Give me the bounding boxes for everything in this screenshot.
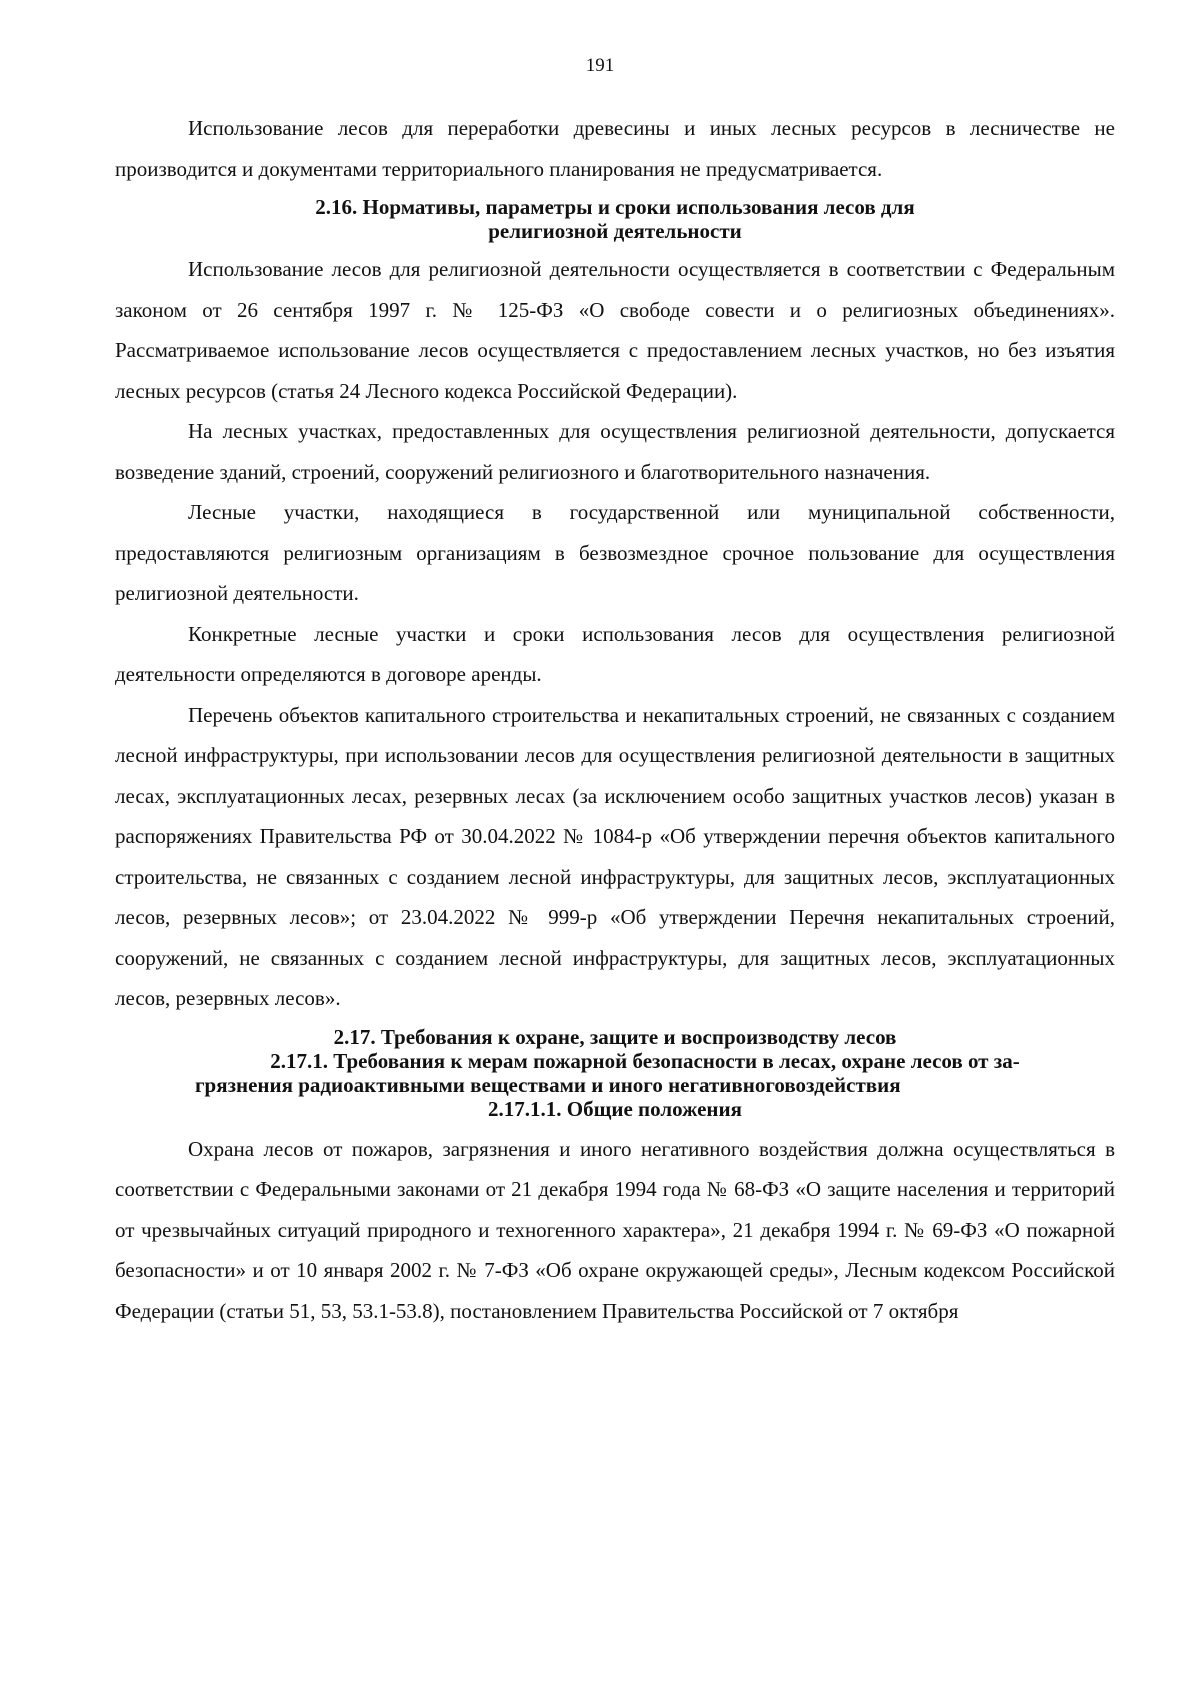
paragraph-buildings: На лесных участках, предоставленных для осуществления религиозной деятельности, допускается возведение зданий, строений, сооружений религиозного и благотворительного назначения. (115, 419, 1115, 484)
paragraph-processing: Использование лесов для переработки древесины и иных лесных ресурсов в лесничестве не производится и документами территориального планирования не предусматривается. (115, 116, 1115, 181)
page-content (115, 108, 1115, 1331)
paragraph-fire-protection: Охрана лесов от пожаров, загрязнения и иного негативного воздействия должна осуществляться в соответствии с Федеральными законами от 21 декабря 1994 года № 68-ФЗ «О защите населения и территорий от чрезвычайных ситуаций природного и техногенного характера», 21 декабря 1994 г. № 69-ФЗ «О пожарной безопасности» и от 10 января 2002 г. № 7-ФЗ «Об охране окружающей среды», Лесным кодексом Российской Федерации (статьи 51, 53, 53.1-53.8), постановлением Правительства Российской от 7 октября (115, 1136, 1115, 1323)
page-number: 191 (585, 55, 615, 76)
heading-2-17-1 (115, 1049, 1115, 1097)
paragraph-lease-terms: Конкретные лесные участки и сроки использования лесов для осуществления религиозной деятельности определяются в договоре аренды. (115, 621, 1115, 686)
heading-2-17-1-1: 2.17.1.1. Общие положения (488, 1096, 742, 1121)
heading-2-17: 2.17. Требования к охране, защите и воспроизводству лесов (333, 1024, 897, 1049)
heading-2-16 (115, 195, 1115, 243)
paragraph-objects-list: Перечень объектов капитального строительства и некапитальных строений, не связанных с созданием лесной инфраструктуры, при использовании лесов для осуществления религиозной деятельности в защитных лесах, эксплуатационных лесах, резервных лесах (за исключением особо защитных участков лесов) указан в распоряжениях Правительства РФ от 30.04.2022 № 1084-р «Об утверждении перечня объектов капитального строительства, не связанных с созданием лесной инфраструктуры, для защитных лесов, эксплуатационных лесов, резервных лесов»; от 23.04.2022 № 999-р «Об утверждении Перечня некапитальных строений, сооружений, не связанных с созданием лесной инфраструктуры, для защитных лесов, эксплуатационных лесов, резервных лесов». (115, 702, 1115, 1010)
paragraph-religious-law: Использование лесов для религиозной деятельности осуществляется в соответствии с Федеральным законом от 26 сентября 1997 г. № 125-ФЗ «О свободе совести и о религиозных объединениях». Рассматриваемое использование лесов осуществляется с предоставлением лесных участков, но без изъятия лесных ресурсов (статья 24 Лесного кодекса Российской Федерации). (115, 257, 1115, 403)
heading-2-17-1-line1: 2.17.1. Требования к мерам пожарной безопасности в лесах, охране лесов от за- (270, 1048, 1020, 1073)
heading-2-17-1-line2: грязнения радиоактивными веществами и иного негативноговоздействия (195, 1072, 901, 1097)
heading-2-16-line1: 2.16. Нормативы, параметры и сроки использования лесов для (315, 195, 915, 219)
heading-2-16-line2: религиозной деятельности (488, 219, 742, 243)
paragraph-free-use: Лесные участки, находящиеся в государственной или муниципальной собственности, предоставляются религиозным организациям в безвозмездное срочное пользование для осуществления религиозной деятельности. (115, 500, 1115, 605)
